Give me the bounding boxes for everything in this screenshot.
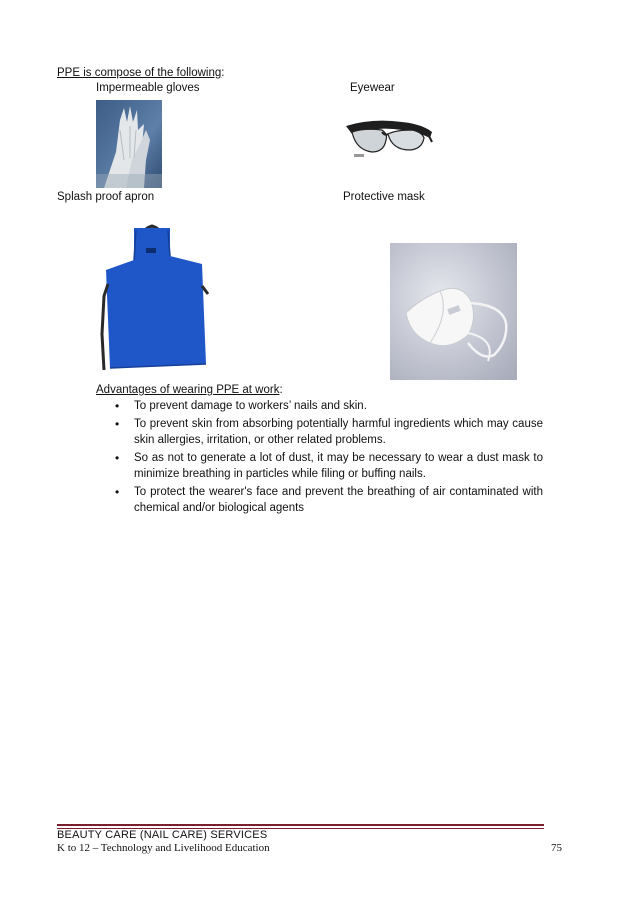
footer-subtitle: K to 12 – Technology and Livelihood Education [57, 842, 270, 854]
intro-lead: PPE is compose of the following [57, 67, 222, 79]
page-number: 75 [551, 842, 562, 854]
gloves-image [96, 100, 162, 188]
list-item: • To prevent damage to workers’ nails and skin. [115, 398, 543, 415]
advantages-colon: : [279, 384, 283, 396]
label-eyewear: Eyewear [350, 82, 395, 94]
list-item: • To protect the wearer's face and prevent the breathing of air contaminated with chemical and/or biological agents [115, 484, 543, 517]
label-gloves: Impermeable gloves [96, 82, 200, 94]
label-apron: Splash proof apron [57, 191, 155, 203]
label-mask: Protective mask [343, 191, 425, 203]
intro-colon: : [221, 67, 225, 79]
list-item: • So as not to generate a lot of dust, it may be necessary to wear a dust mask to minimize breathing in particles while filing or buffing nails. [115, 450, 543, 483]
footer-title: BEAUTY CARE (NAIL CARE) SERVICES [57, 829, 268, 841]
eyewear-image [342, 116, 434, 162]
list-item: • To prevent skin from absorbing potentially harmful ingredients which may cause skin allergies, irritation, or other related problems. [115, 416, 543, 449]
mask-image [390, 243, 517, 380]
advantages-heading-line [96, 383, 283, 397]
advantages-heading: Advantages of wearing PPE at work [96, 384, 280, 396]
apron-image [96, 224, 210, 372]
advantages-list [115, 398, 543, 518]
intro-line [57, 66, 224, 80]
footer-rule [57, 824, 544, 826]
